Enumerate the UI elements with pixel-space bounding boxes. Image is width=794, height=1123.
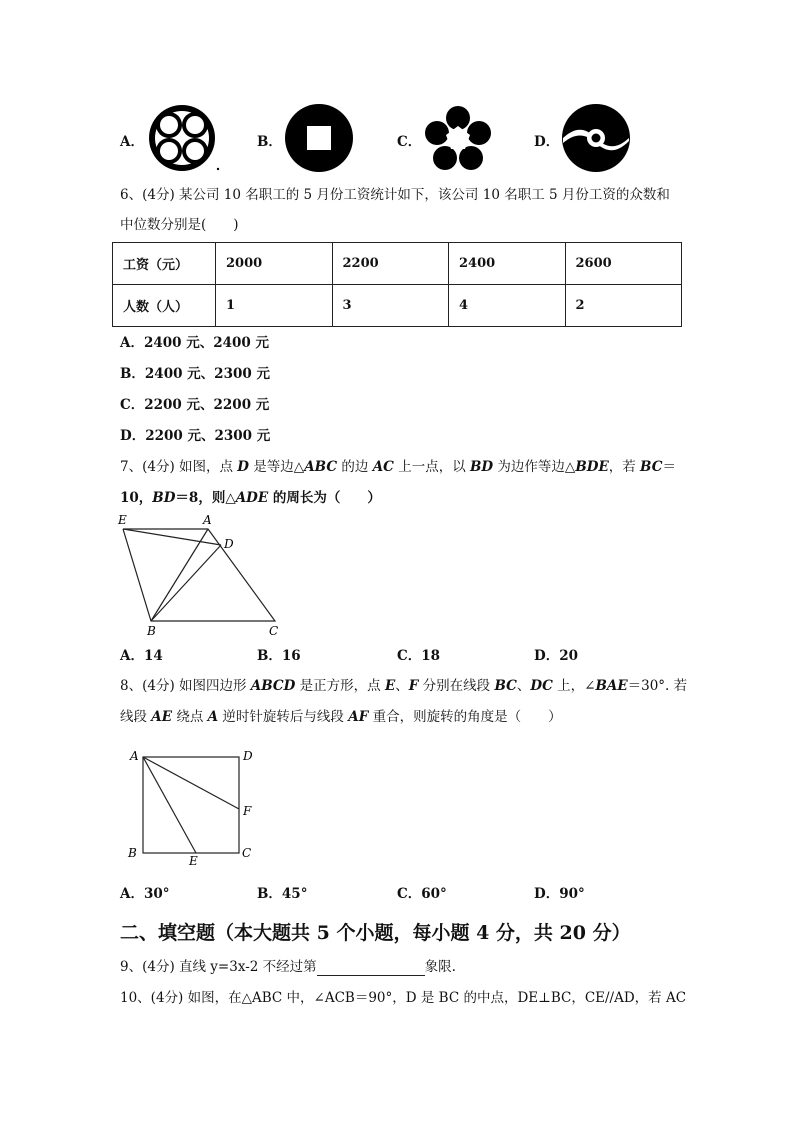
q7-label-e: E <box>118 513 127 527</box>
q8-option-a: A．30° <box>120 886 170 902</box>
table-row <box>113 243 682 285</box>
q7-option-b: B．16 <box>257 648 301 664</box>
table-cell: 1 <box>216 285 333 327</box>
section-title: 二、填空题（本大题共 5 个小题，每小题 4 分，共 20 分） <box>120 922 631 944</box>
q6-option-b: B．2400 元、2300 元 <box>120 366 270 382</box>
q5-option-b-label: B． <box>257 134 282 150</box>
q8-option-b: B．45° <box>257 886 308 902</box>
q7-label-a: A <box>203 513 212 527</box>
q6-question-line1: 6、(4分) 某公司 10 名职工的 5 月份工资统计如下，该公司 10 名职工 5 月份工资的众数和 <box>120 187 670 203</box>
table-cell: 2000 <box>216 243 333 285</box>
table-cell: 工资（元） <box>113 243 216 285</box>
coin-square-hole-icon <box>284 103 354 173</box>
table-cell: 2200 <box>332 243 449 285</box>
q6-question-line2: 中位数分别是( ) <box>120 217 239 233</box>
q7-option-c: C．18 <box>397 648 441 664</box>
q6-option-a: A．2400 元、2400 元 <box>120 335 270 351</box>
table-cell: 2 <box>565 285 682 327</box>
table-cell: 4 <box>449 285 566 327</box>
q5-option-d-label: D． <box>534 134 560 150</box>
wage-table <box>112 242 682 327</box>
q8-question-line2: 线段 AE 绕点 A 逆时针旋转后与线段 AF 重合，则旋转的角度是（ ） <box>120 709 562 725</box>
q7-label-b: B <box>147 624 156 638</box>
q8-label-d: D <box>243 749 253 763</box>
q6-option-c: C．2200 元、2200 元 <box>120 397 270 413</box>
table-cell: 2600 <box>565 243 682 285</box>
q7-question-line1: 7、(4分) 如图，点 D 是等边△ABC 的边 AC 上一点，以 BD 为边作等边△BDE，若 BC＝ <box>120 459 676 475</box>
q7-label-c: C <box>269 624 279 638</box>
q10-question-line1: 10、(4分) 如图，在△ABC 中，∠ACB＝90°，D 是 BC 的中点，DE⊥BC，CE//AD，若 AC <box>120 990 687 1006</box>
table-cell: 3 <box>332 285 449 327</box>
q7-option-d: D．20 <box>534 648 578 664</box>
q6-option-d: D．2200 元、2300 元 <box>120 428 271 444</box>
q8-square-figure <box>124 745 264 870</box>
q9-question: 9、(4分) 直线 y=3x-2 不经过第 象限. <box>120 959 456 975</box>
table-cell: 2400 <box>449 243 566 285</box>
q8-label-a: A <box>130 749 139 763</box>
q7-option-a: A．14 <box>120 648 163 664</box>
q8-label-b: B <box>128 846 137 860</box>
q8-label-e: E <box>189 854 198 868</box>
q5-option-c-label: C． <box>397 134 422 150</box>
q7-label-d: D <box>224 537 234 551</box>
q8-label-c: C <box>242 846 252 860</box>
q9-answer-blank[interactable] <box>317 961 425 976</box>
table-row <box>113 285 682 327</box>
five-petal-pentagon-icon <box>423 104 493 172</box>
q7-question-line2: 10，BD＝8，则△ADE 的周长为（ ） <box>120 490 381 506</box>
q5-option-a-label: A． <box>120 134 144 150</box>
q8-label-f: F <box>243 804 252 818</box>
yin-yang-wave-icon <box>561 103 633 173</box>
table-cell: 人数（人） <box>113 285 216 327</box>
q8-option-d: D．90° <box>534 886 585 902</box>
q7-triangle-figure <box>114 510 284 640</box>
q8-question-line1: 8、(4分) 如图四边形 ABCD 是正方形，点 E、F 分别在线段 BC、DC 上，∠BAE＝30°. 若 <box>120 678 688 694</box>
four-petal-circle-icon <box>147 103 221 173</box>
q8-option-c: C．60° <box>397 886 447 902</box>
